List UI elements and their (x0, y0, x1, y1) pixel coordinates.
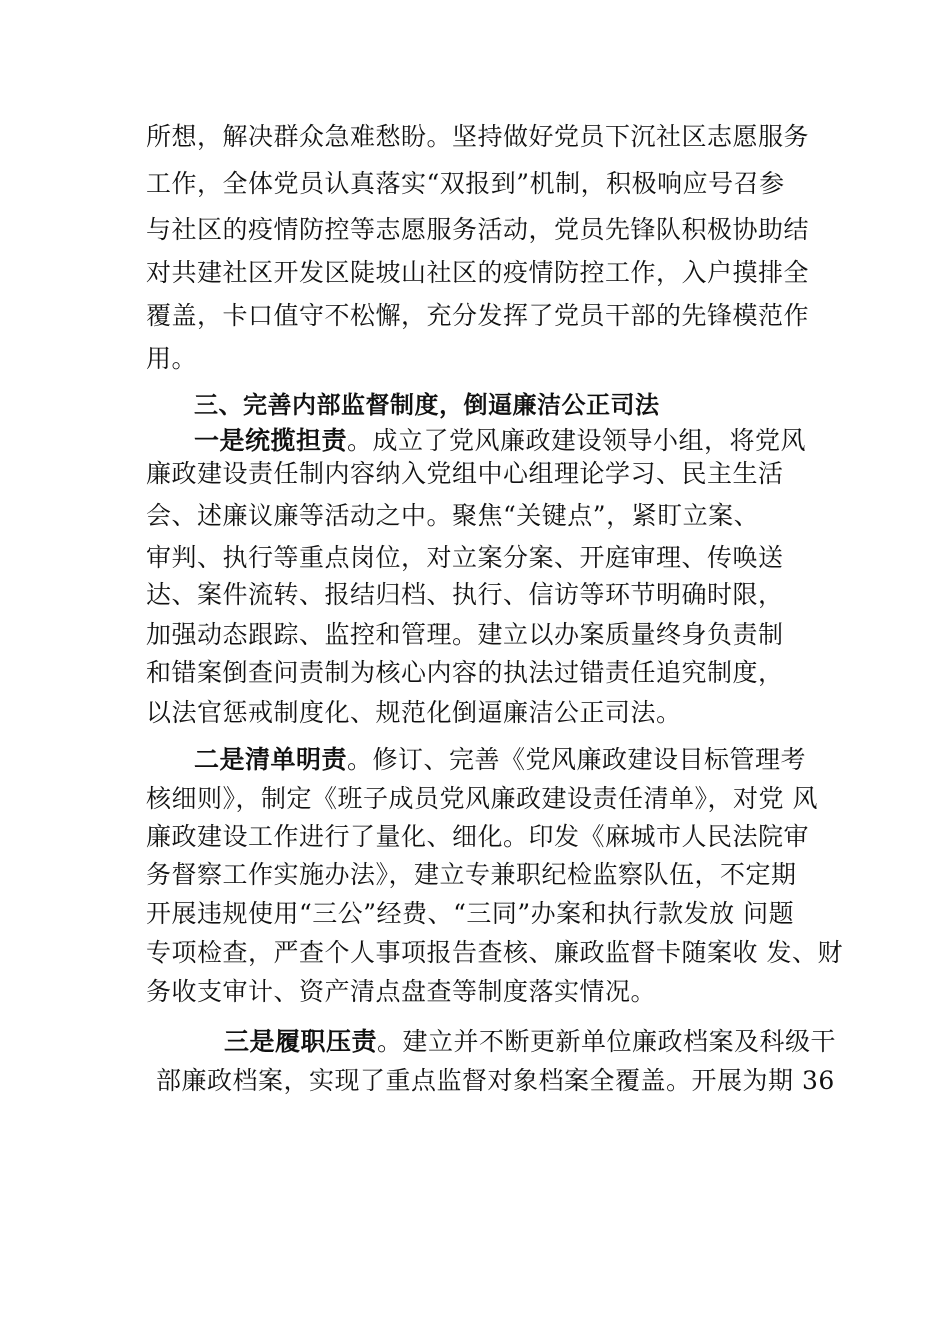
item-1-line-8: 以法官惩戒制度化、规范化倒逼廉洁公正司法。 (146, 698, 682, 727)
item-3-first-line-text: 。建立并不断更新单位廉政档案及科级干 (377, 1027, 837, 1056)
item-2-first-line-text: 。修订、完善《党风廉政建设目标管理考 (347, 745, 807, 774)
intro-line-6: 用。 (146, 344, 198, 373)
item-2-line-7: 务收支审计、资产清点盘查等制度落实情况。 (146, 977, 657, 1006)
item-2-line-4: 务督察工作实施办法》，建立专兼职纪检监察队伍，不定期 (146, 860, 797, 889)
item-3-title: 三是履职压责 (224, 1027, 378, 1056)
item-1-line-4: 审判、执行等重点岗位，对立案分案、开庭审理、传唤送 (146, 543, 784, 572)
section-heading: 三、完善内部监督制度，倒逼廉洁公正司法 (194, 391, 660, 419)
intro-line-3: 与社区的疫情防控等志愿服务活动，党员先锋队积极协助结 (146, 215, 810, 244)
intro-line-5: 覆盖，卡口值守不松懈，充分发挥了党员干部的先锋模范作 (146, 301, 810, 330)
item-1-line-6: 加强动态跟踪、监控和管理。建立以办案质量终身负责制 (146, 620, 784, 649)
item-1-first-line (194, 424, 854, 458)
item-1-line-5: 达、案件流转、报结归档、执行、信访等环节明确时限， (146, 580, 784, 609)
item-3-line-2: 部廉政档案，实现了重点监督对象档案全覆盖。开展为期 36 (156, 1066, 835, 1095)
item-2-line-2: 核细则》，制定《班子成员党风廉政建设责任清单》，对党 风 (146, 784, 818, 813)
intro-line-1: 所想，解决群众急难愁盼。坚持做好党员下沉社区志愿服务 (146, 122, 810, 151)
item-1-line-7: 和错案倒查问责制为核心内容的执法过错责任追究制度， (146, 658, 784, 687)
item-1-first-line-text: 。成立了党风廉政建设领导小组，将党风 (347, 426, 807, 455)
item-2-line-3: 廉政建设工作进行了量化、细化。印发《麻城市人民法院审 (146, 822, 810, 851)
item-2-line-5: 开展违规使用“三公”经费、“三同”办案和执行款发放 问题 (146, 899, 795, 928)
item-2-first-line (194, 743, 854, 777)
item-1-line-3: 会、述廉议廉等活动之中。聚焦“关键点”，紧盯立案、 (146, 501, 760, 530)
intro-line-4: 对共建社区开发区陡坡山社区的疫情防控工作，入户摸排全 (146, 258, 810, 287)
item-3-first-line (224, 1025, 837, 1059)
item-1-title: 一是统揽担责 (194, 426, 348, 455)
intro-line-2: 工作，全体党员认真落实“双报到”机制，积极响应号召参 (146, 169, 785, 198)
item-1-line-2: 廉政建设责任制内容纳入党组中心组理论学习、民主生活 (146, 459, 784, 488)
item-2-line-6: 专项检查，严查个人事项报告查核、廉政监督卡随案收 发、财 (146, 938, 843, 967)
item-2-title: 二是清单明责 (194, 745, 348, 774)
